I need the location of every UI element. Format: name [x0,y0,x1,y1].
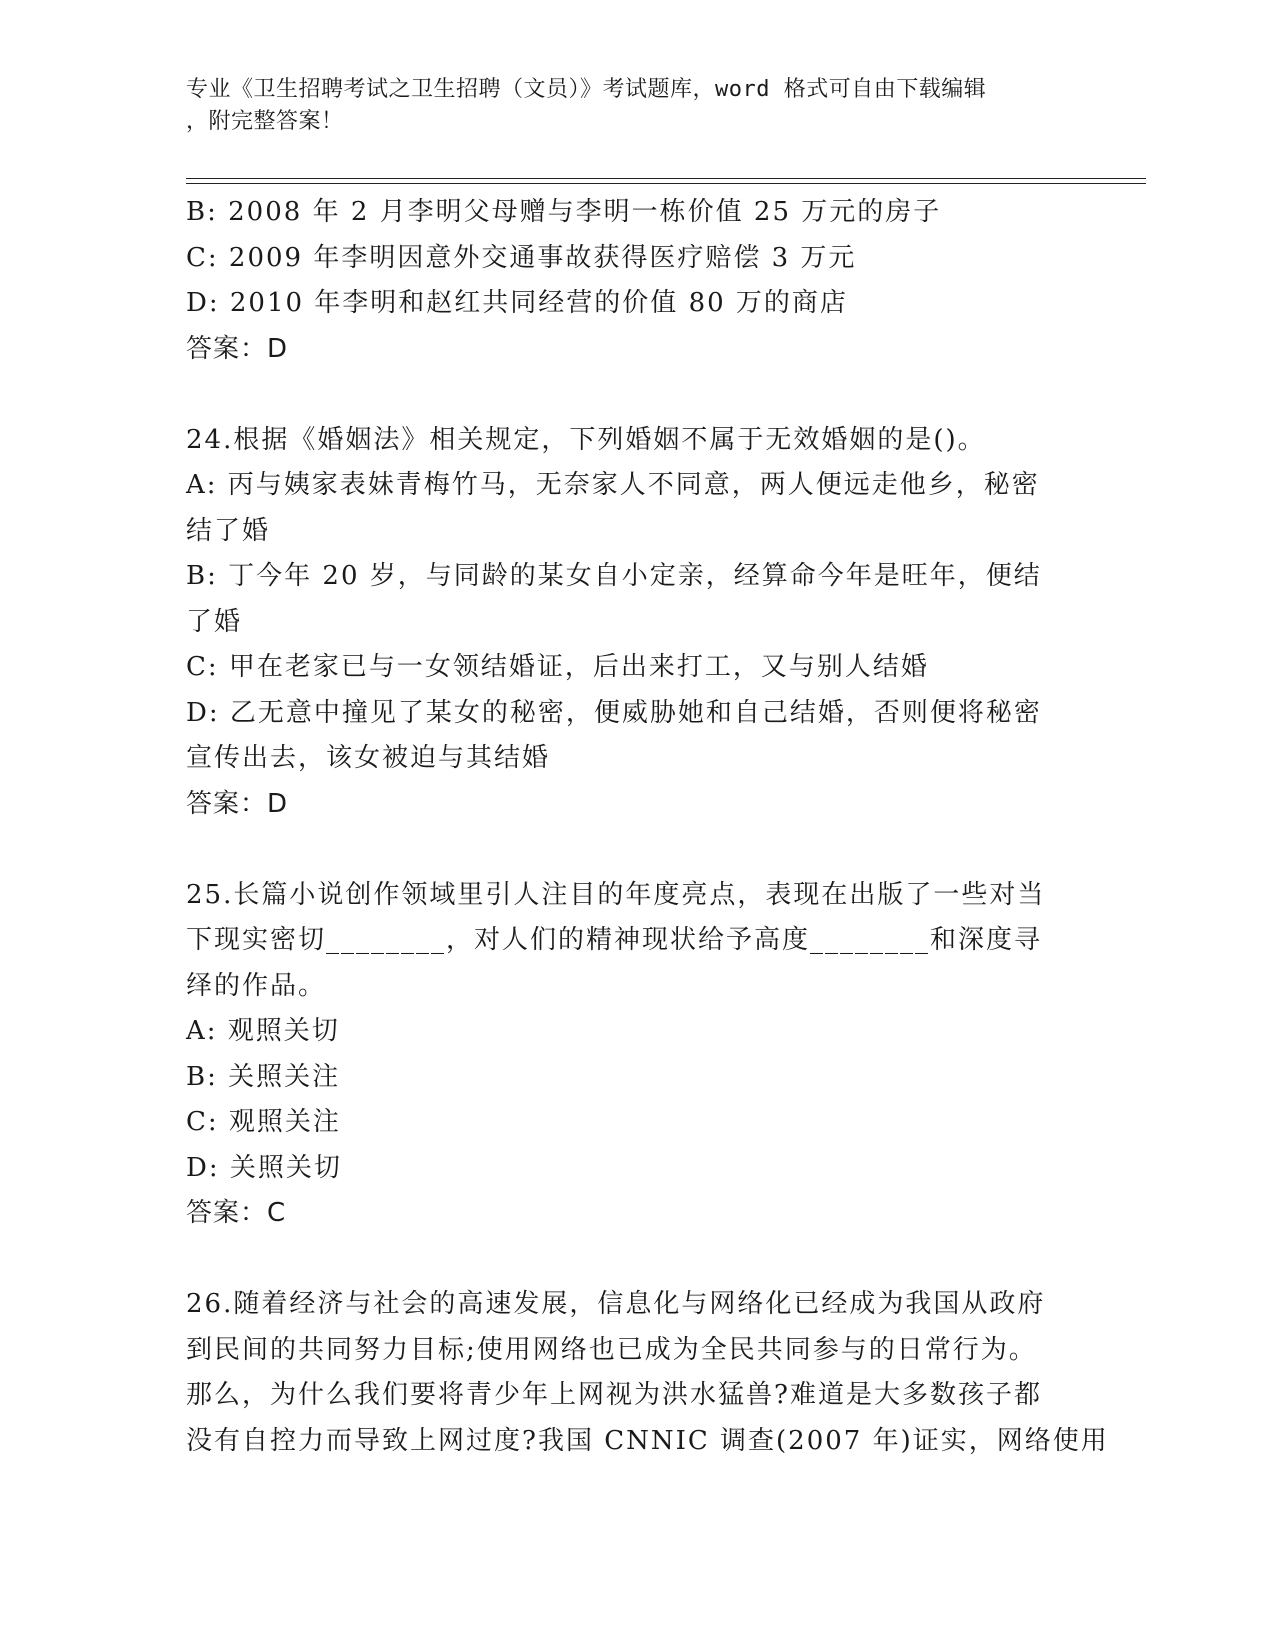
header-rule-bottom [186,183,1146,184]
question-stem-line-1: 26.随着经济与社会的高速发展，信息化与网络化已经成为我国从政府 [186,1289,1046,1319]
option-c: C: 2009 年李明因意外交通事故获得医疗赔偿 3 万元 [186,242,857,273]
spacer [186,1237,1086,1283]
option-b: B: 关照关注 [186,1061,341,1092]
option-c: C: 甲在老家已与一女领结婚证，后出来打工，又与别人结婚 [186,652,929,682]
question-stem-line-3: 那么，为什么我们要将青少年上网视为洪水猛兽?难道是大多数孩子都 [186,1380,1042,1410]
option-d: D: 2010 年李明和赵红共同经营的价值 80 万的商店 [186,288,848,318]
header-line-1: 专业《卫生招聘考试之卫生招聘（文员）》考试题库，word 格式可自由下载编辑 [186,77,987,102]
question-stem-line-3: 绎的作品。 [186,970,327,1001]
option-c: C: 观照关注 [186,1107,341,1137]
option-b: B: 2008 年 2 月李明父母赠与李明一栋价值 25 万元的房子 [186,197,942,227]
answer-label: 答案：D [186,788,289,819]
spacer [186,827,1086,873]
question-24 [186,418,1086,828]
option-a-line-1: A: 丙与姨家表妹青梅竹马，无奈家人不同意，两人便远走他乡，秘密 [186,470,1040,500]
question-23-continued [186,190,1086,372]
question-stem-line-2: 下现实密切________，对人们的精神现状给予高度________和深度寻 [186,925,1043,955]
question-stem-line-2: 到民间的共同努力目标;使用网络也已成为全民共同参与的日常行为。 [186,1334,1037,1365]
option-b-line-2: 了婚 [186,606,243,637]
option-b-line-1: B: 丁今年 20 岁，与同龄的某女自小定亲，经算命今年是旺年，便结 [186,561,1042,591]
question-25 [186,873,1086,1237]
question-stem-line-4: 没有自控力而导致上网过度?我国 CNNIC 调查(2007 年)证实，网络使用 [186,1425,1109,1456]
spacer [186,372,1086,418]
option-d: D: 关照关切 [186,1152,342,1183]
document-body [186,190,1109,1464]
option-a-line-2: 结了婚 [186,515,271,546]
document-header [186,74,1086,138]
header-rule-top [186,178,1146,179]
question-stem: 24.根据《婚姻法》相关规定，下列婚姻不属于无效婚姻的是()。 [186,424,986,455]
answer-label: 答案：D [186,333,289,364]
option-d-line-2: 宣传出去，该女被迫与其结婚 [186,743,551,773]
question-stem-line-1: 25.长篇小说创作领域里引人注目的年度亮点，表现在出版了一些对当 [186,879,1046,910]
option-d-line-1: D: 乙无意中撞见了某女的秘密，便威胁她和自己结婚，否则便将秘密 [186,697,1042,728]
answer-label: 答案：C [186,1198,287,1228]
option-a: A: 观照关切 [186,1016,340,1046]
header-line-2: ，附完整答案！ [186,109,344,134]
question-26 [186,1282,1109,1464]
